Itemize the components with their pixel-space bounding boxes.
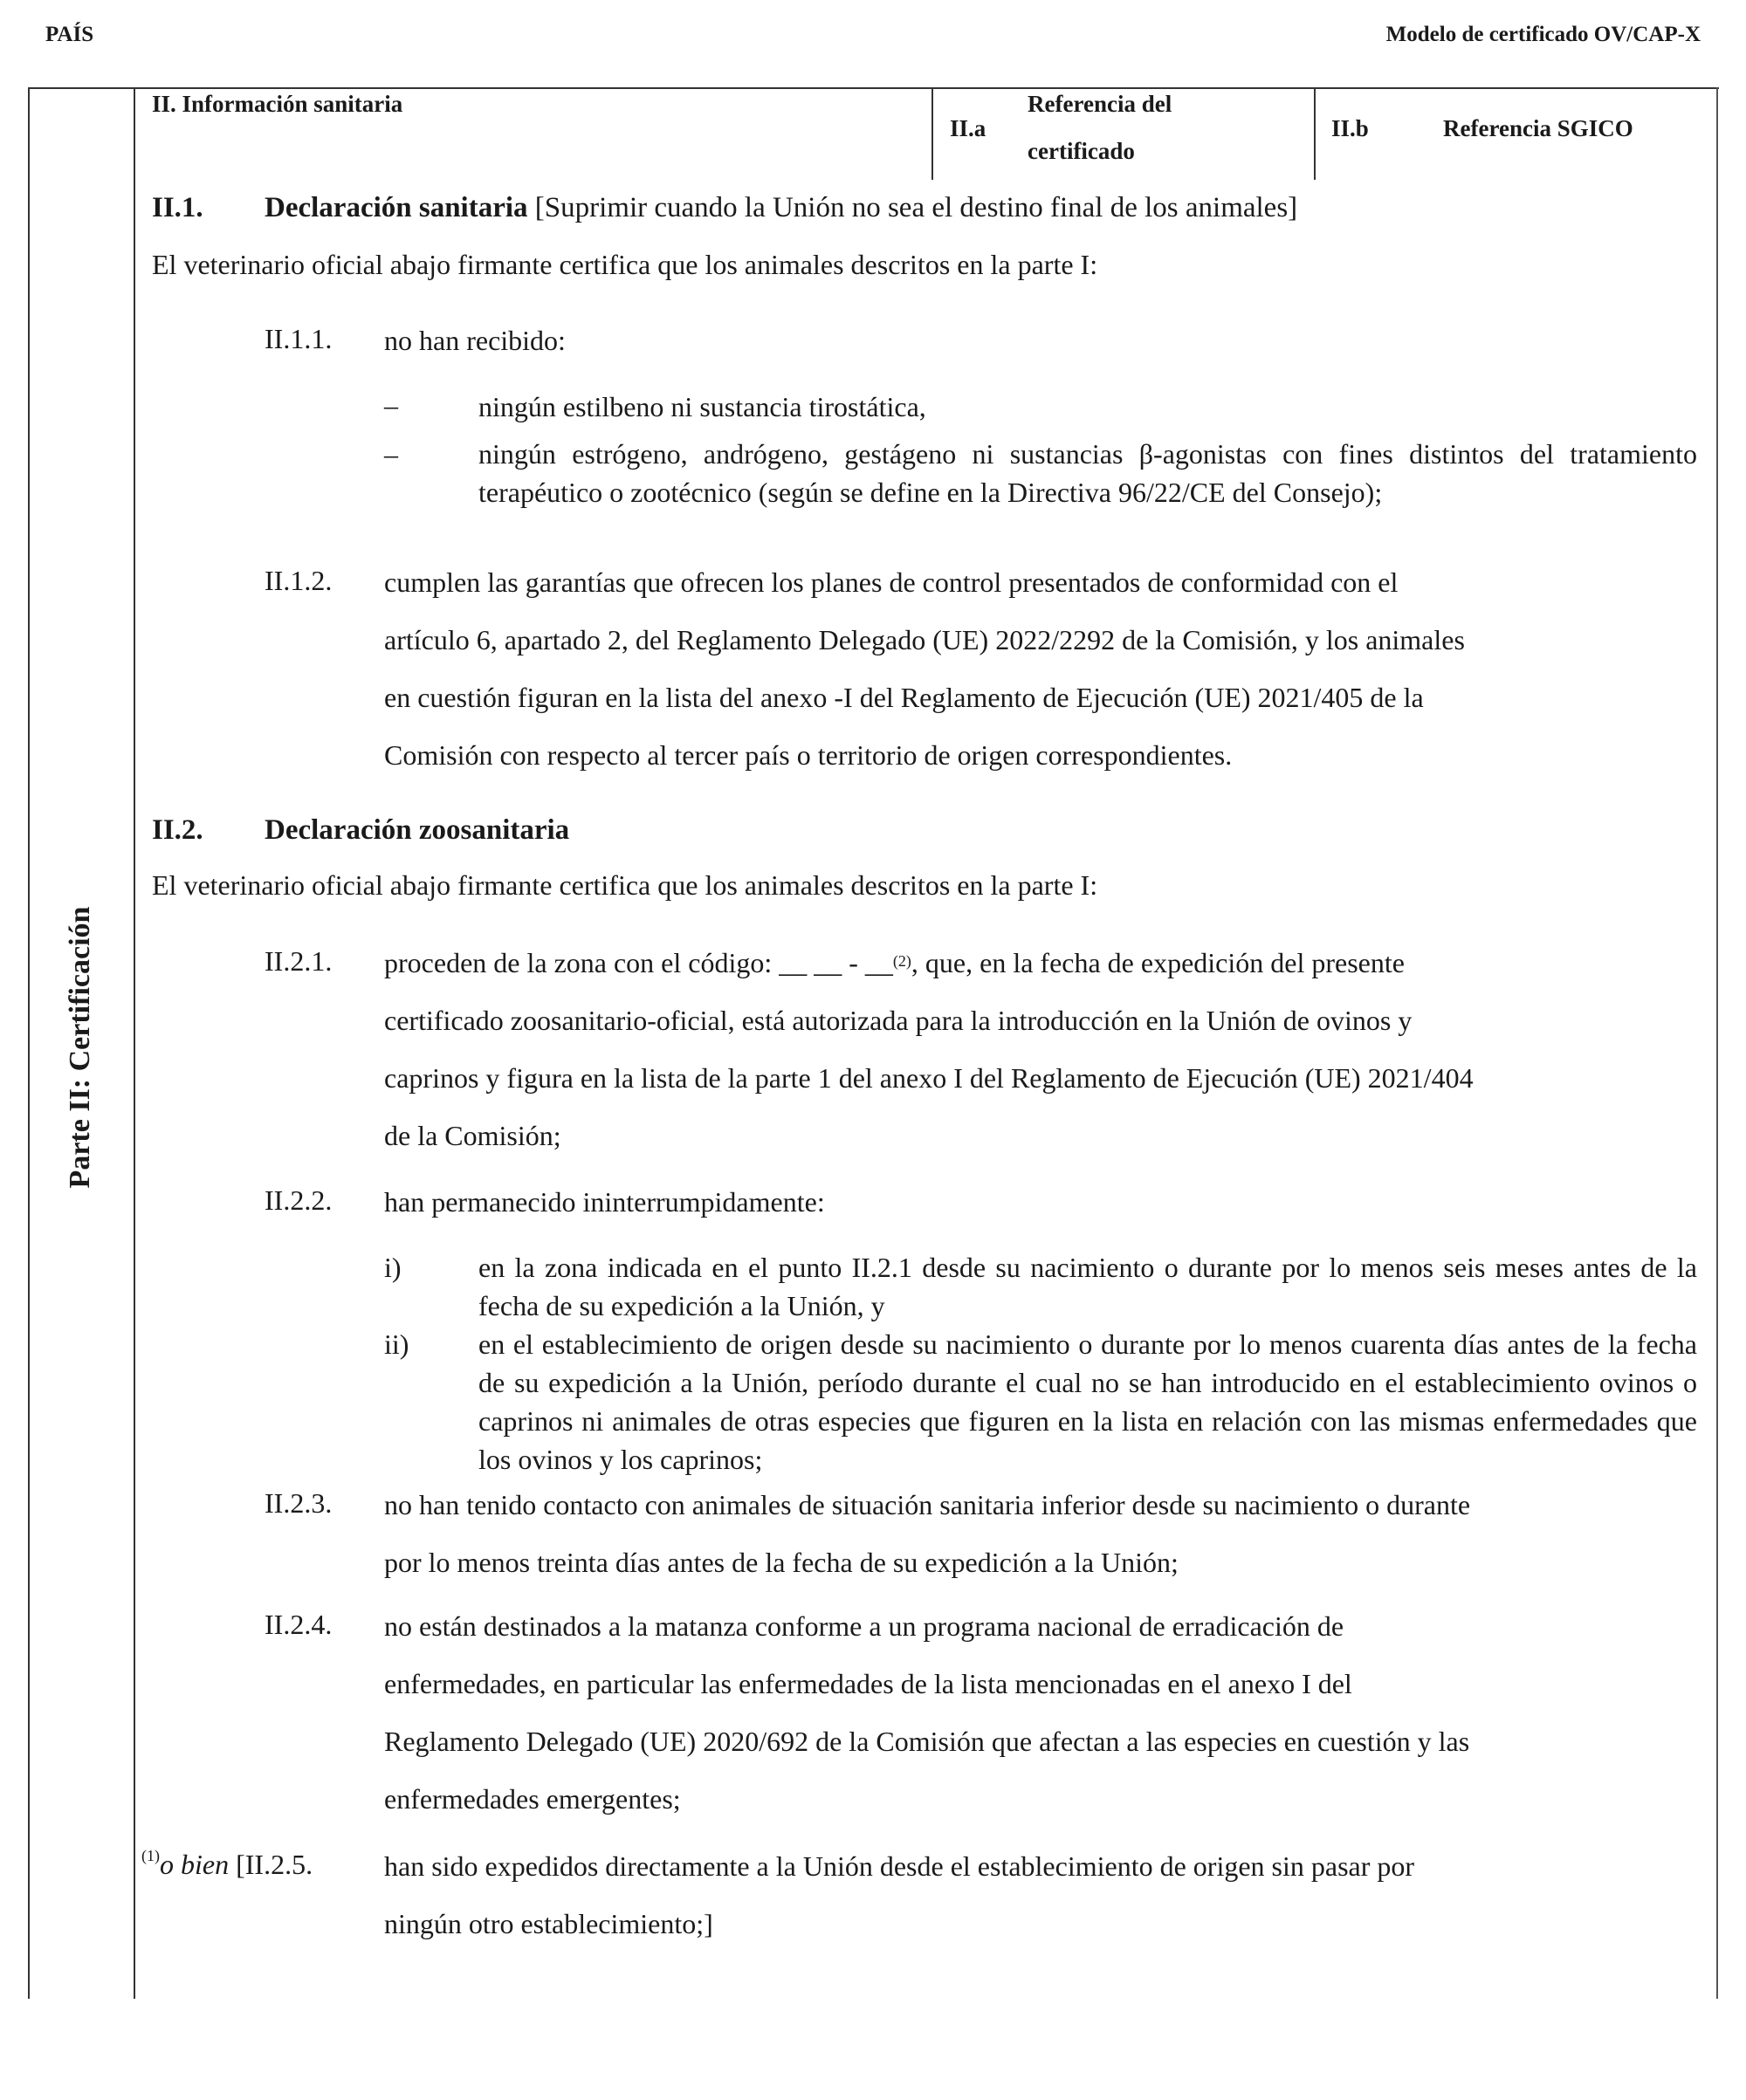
header-separator-2 — [1314, 87, 1316, 180]
item-ii12-line1: cumplen las garantías que ofrecen los planes de control presentados de conformidad con el — [384, 566, 1399, 598]
item-ii21-line1-b: , que, en la fecha de expedición del presente — [911, 947, 1405, 978]
footnote-2-marker: (2) — [892, 952, 911, 970]
roman-i-number: i) — [384, 1252, 402, 1283]
section-1-title — [265, 192, 1297, 224]
item-ii23-number: II.2.3. — [265, 1487, 333, 1519]
section-2-number: II.2. — [152, 814, 203, 846]
section-1-title-bold: Declaración sanitaria — [265, 192, 528, 223]
item-ii24-line3: Reglamento Delegado (UE) 2020/692 de la Comisión que afectan a las especies en cuestión y las — [384, 1726, 1470, 1757]
item-ii24-line2: enfermedades, en particular las enfermedades de la lista mencionadas en el anexo I del — [384, 1668, 1352, 1699]
section-1-number: II.1. — [152, 192, 203, 223]
item-ii23-line1: no han tenido contacto con animales de situación sanitaria inferior desde su nacimiento o durante — [384, 1489, 1471, 1520]
item-ii12-line4: Comisión con respecto al tercer país o territorio de origen correspondientes. — [384, 739, 1233, 771]
roman-ii-text: en el establecimiento de origen desde su nacimiento o durante por lo menos cuarenta días antes de la fecha de su expedición a la Unión, período durante el cual no se han introducido en el establecimiento ovinos o caprinos ni animales de otras especies que figuren en la lista en relación con las mismas enfermedades que los ovinos y los caprinos; — [478, 1328, 1697, 1475]
bullet-dash-2: – — [384, 438, 398, 470]
item-ii21-line2: certificado zoosanitario-oficial, está autorizada para la introducción en la Unión de ovinos y — [384, 1005, 1413, 1036]
ref-label-line1: Referencia del — [1028, 91, 1172, 117]
section-1-note: [Suprimir cuando la Unión no sea el destino final de los animales] — [527, 192, 1298, 223]
bullet-1-text: ningún estilbeno ni sustancia tirostática, — [478, 391, 926, 422]
item-ii11-number: II.1.1. — [265, 323, 333, 354]
item-ii24-line1: no están destinados a la matanza conforme a un programa nacional de erradicación de — [384, 1610, 1344, 1642]
item-ii21-line4: de la Comisión; — [384, 1120, 561, 1151]
item-ii24-number: II.2.4. — [265, 1609, 333, 1640]
frame-top-line — [28, 87, 1719, 89]
item-ii12-line2: artículo 6, apartado 2, del Reglamento Delegado (UE) 2022/2292 de la Comisión, y los animales — [384, 624, 1465, 655]
roman-ii-number: ii) — [384, 1328, 409, 1360]
section-2-intro: El veterinario oficial abajo firmante certifica que los animales descritos en la parte I: — [152, 869, 1098, 901]
item-ii25-line1: han sido expedidos directamente a la Unión desde el establecimiento de origen sin pasar por — [384, 1850, 1415, 1882]
frame-inner-line — [134, 87, 135, 1999]
item-ii21-line1-a: proceden de la zona con el código: __ __ - __ — [384, 947, 893, 978]
item-ii22-text: han permanecido ininterrumpidamente: — [384, 1186, 825, 1218]
item-ii25-line2: ningún otro establecimiento;] — [384, 1908, 713, 1939]
item-ii21-number: II.2.1. — [265, 945, 333, 977]
bullet-2-text: ningún estrógeno, andrógeno, gestágeno ni sustancias β-agonistas con fines distintos del tratamiento terapéutico o zootécnico (según se define en la Directiva 96/22/CE del Consejo); — [478, 438, 1697, 508]
sidebar-section-label: Parte II: Certificación — [64, 906, 96, 1189]
item-ii21-line3: caprinos y figura en la lista de la parte 1 del anexo I del Reglamento de Ejecución (UE) 2021/404 — [384, 1062, 1474, 1094]
roman-i-text: en la zona indicada en el punto II.2.1 desde su nacimiento o durante por lo menos seis meses antes de la fecha de su expedición a la Unión, y — [478, 1252, 1697, 1321]
sgico-code: II.b — [1331, 115, 1369, 141]
o-bien-label: o bien — [160, 1849, 230, 1880]
country-label: PAÍS — [45, 23, 94, 46]
section-2-title: Declaración zoosanitaria — [265, 814, 570, 846]
ref-code: II.a — [950, 115, 986, 141]
item-ii12-number: II.1.2. — [265, 565, 333, 596]
item-ii25-prefix — [141, 1849, 313, 1881]
frame-right-line — [1716, 87, 1718, 1999]
footnote-1-marker: (1) — [141, 1847, 160, 1864]
item-ii23-line2: por lo menos treinta días antes de la fecha de su expedición a la Unión; — [384, 1547, 1179, 1578]
frame-left-line — [28, 87, 30, 1999]
sgico-label: Referencia SGICO — [1443, 115, 1633, 141]
certificate-model: Modelo de certificado OV/CAP-X — [1385, 23, 1701, 46]
header-separator-1 — [931, 87, 933, 180]
ref-label-line2: certificado — [1028, 138, 1135, 164]
section-1-intro: El veterinario oficial abajo firmante certifica que los animales descritos en la parte I: — [152, 249, 1098, 280]
item-ii22-number: II.2.2. — [265, 1184, 333, 1216]
item-ii21-line1 — [384, 934, 1405, 992]
bullet-dash-1: – — [384, 389, 398, 421]
section-heading: II. Información sanitaria — [152, 91, 403, 117]
item-ii11-text: no han recibido: — [384, 325, 566, 356]
item-ii12-line3: en cuestión figuran en la lista del anexo -I del Reglamento de Ejecución (UE) 2021/405 de la — [384, 682, 1424, 713]
item-ii25-number: [II.2.5. — [236, 1849, 313, 1880]
item-ii24-line4: enfermedades emergentes; — [384, 1783, 681, 1815]
